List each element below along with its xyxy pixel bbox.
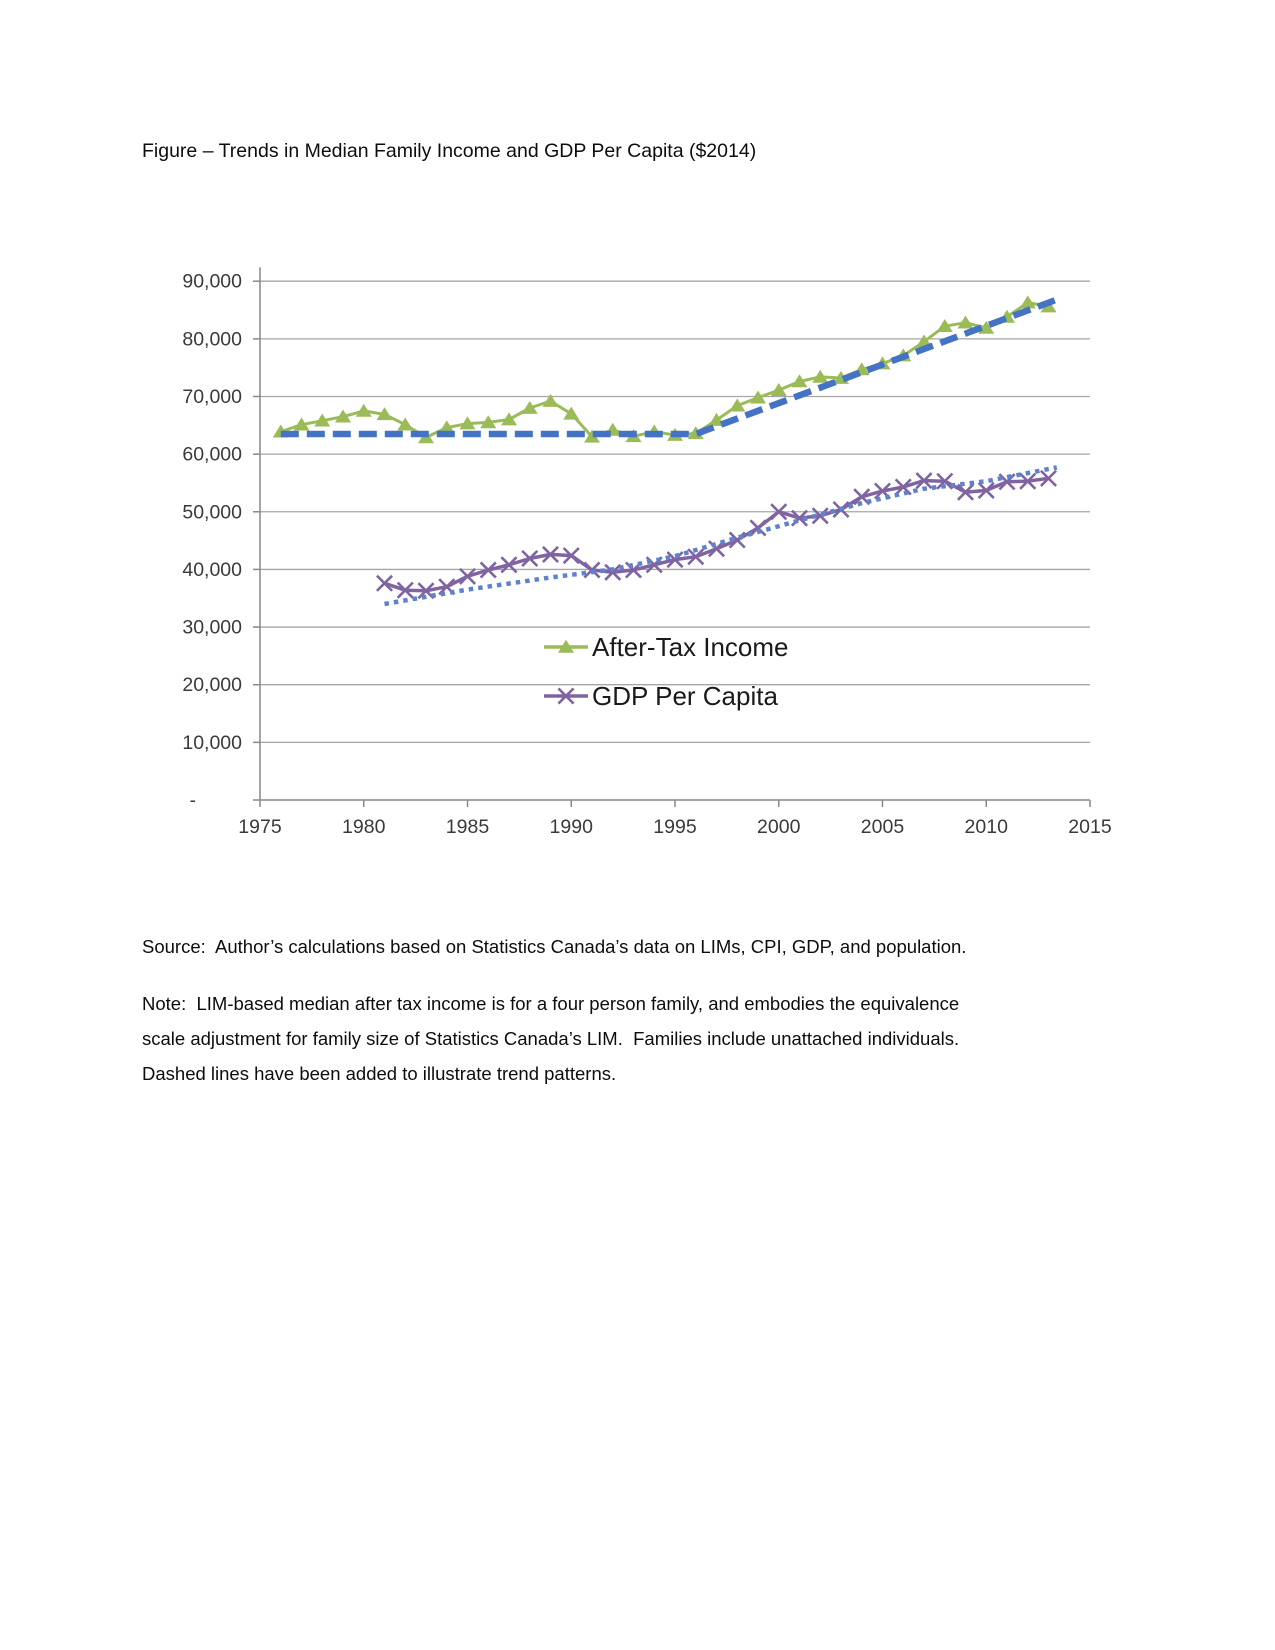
note-line-2: scale adjustment for family size of Statistics Canada’s LIM. Families include unattached individuals. <box>142 1028 960 1049</box>
source-text: Source: Author’s calculations based on Statistics Canada’s data on LIMs, CPI, GDP, and population. <box>142 936 967 957</box>
legend-entry-after-tax-income <box>544 632 789 662</box>
trends-chart <box>140 255 1150 850</box>
series-after-tax-income <box>273 295 1057 443</box>
x-axis <box>238 800 1112 838</box>
note-line-3: Dashed lines have been added to illustrate trend patterns. <box>142 1063 617 1084</box>
legend-label: After-Tax Income <box>592 632 789 662</box>
x-tick-label: 2005 <box>860 816 905 838</box>
series-gdp-per-capita <box>377 471 1056 599</box>
x-tick-label: 2010 <box>964 816 1008 838</box>
trendline-after-tax-income-trend <box>281 300 1057 434</box>
y-tick-label: 60,000 <box>182 443 242 466</box>
y-tick-label: 80,000 <box>182 328 242 351</box>
figure-title: Figure – Trends in Median Family Income and GDP Per Capita ($2014) <box>142 140 757 162</box>
note-text <box>142 986 1152 1091</box>
note-line-1: Note: LIM-based median after tax income is for a four person family, and embodies the equivalence <box>142 993 960 1014</box>
x-tick-label: 1990 <box>549 816 593 838</box>
legend-label: GDP Per Capita <box>592 681 778 711</box>
x-tick-label: 1995 <box>653 816 697 838</box>
y-tick-label: - <box>189 789 196 812</box>
legend <box>544 632 789 711</box>
x-tick-label: 1985 <box>445 816 490 838</box>
y-tick-label: 70,000 <box>182 385 242 408</box>
y-tick-label: 10,000 <box>182 731 242 754</box>
y-axis <box>182 267 260 811</box>
x-tick-label: 2015 <box>1068 816 1112 838</box>
y-tick-label: 20,000 <box>182 674 242 697</box>
x-tick-label: 2000 <box>757 816 801 838</box>
x-tick-label: 1975 <box>238 816 282 838</box>
y-tick-label: 40,000 <box>182 558 242 581</box>
y-tick-label: 90,000 <box>182 270 242 293</box>
gridlines <box>260 281 1090 742</box>
x-tick-label: 1980 <box>342 816 386 838</box>
y-tick-label: 30,000 <box>182 616 242 639</box>
legend-entry-gdp-per-capita <box>544 681 778 711</box>
y-tick-label: 50,000 <box>182 501 242 524</box>
